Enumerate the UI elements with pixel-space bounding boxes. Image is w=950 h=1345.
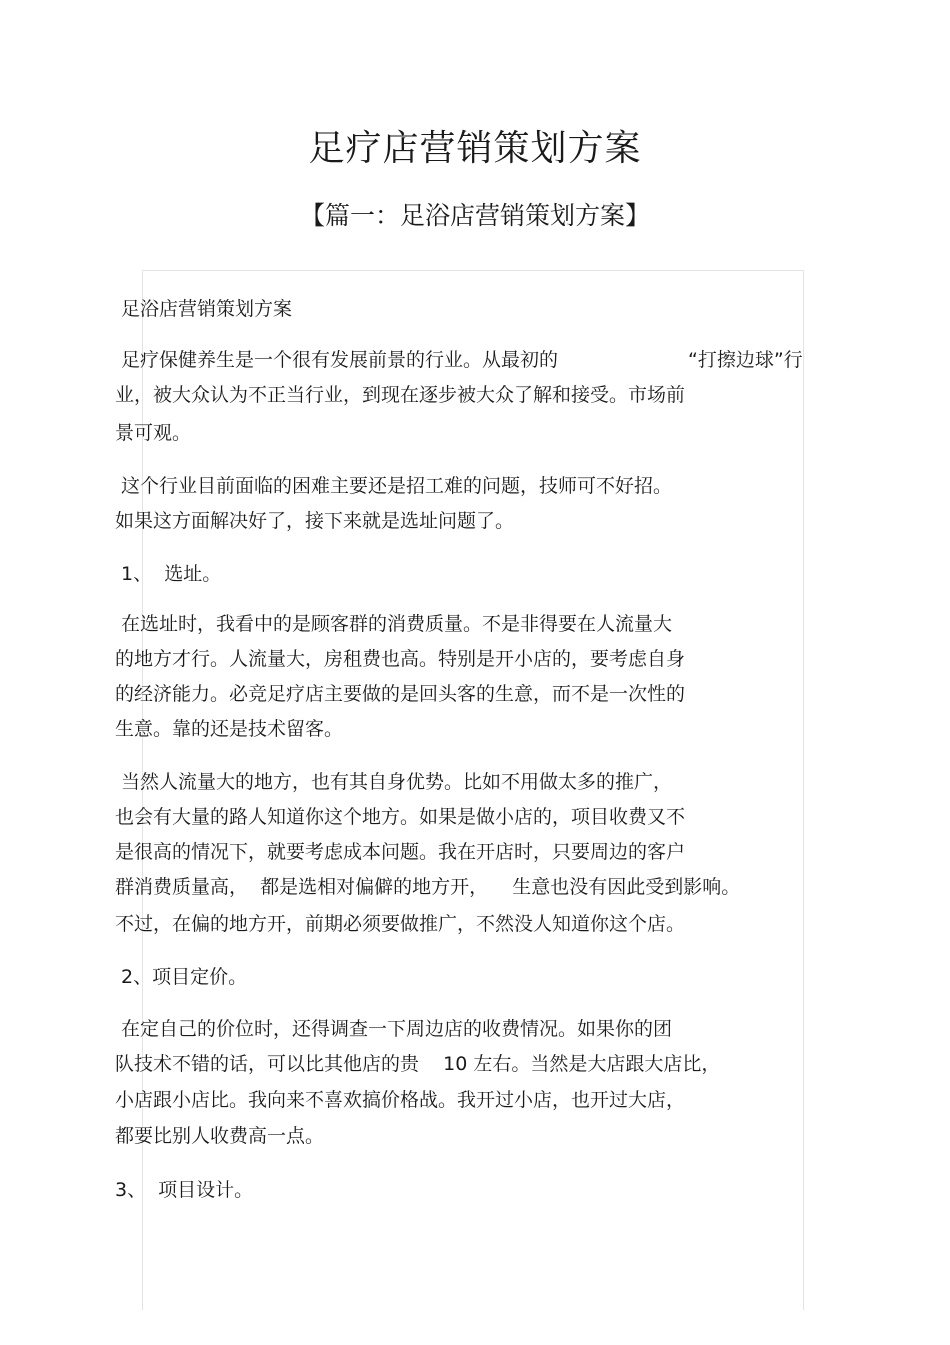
paragraph-line: 的经济能力。必竞足疗店主要做的是回头客的生意，而不是一次性的 <box>115 683 686 705</box>
paragraph-line: 景可观。 <box>115 422 192 444</box>
document-subtitle: 【篇一：足浴店营销策划方案】 <box>299 201 650 230</box>
paragraph-line: 的地方才行。人流量大，房租费也高。特别是开小店的，要考虑自身 <box>115 648 686 670</box>
paragraph-line: “打擦边球”行 <box>688 349 803 371</box>
paragraph-line: 都要比别人收费高一点。 <box>115 1125 325 1147</box>
paragraph-line: 当然人流量大的地方，也有其自身优势。比如不用做太多的推广， <box>115 771 673 793</box>
paragraph-line: 群消费质量高， 都是选相对偏僻的地方开， 生意也没有因此受到影响。 <box>115 876 741 898</box>
paragraph-line: 在选址时，我看中的是顾客群的消费质量。不是非得要在人流量大 <box>115 613 673 635</box>
paragraph-line: 生意。靠的还是技术留客。 <box>115 718 344 740</box>
paragraph-line: 业，被大众认为不正当行业，到现在逐步被大众了解和接受。市场前 <box>115 384 686 406</box>
document-title: 足疗店营销策划方案 <box>308 128 642 169</box>
paragraph-line: 在定自己的价位时，还得调查一下周边店的收费情况。如果你的团 <box>115 1018 673 1040</box>
paragraph-line: 也会有大量的路人知道你这个地方。如果是做小店的，项目收费又不 <box>115 806 686 828</box>
paragraph-line: 不过，在偏的地方开，前期必须要做推广，不然没人知道你这个店。 <box>115 913 686 935</box>
list-heading: 1、 选址。 <box>115 563 222 585</box>
paragraph-line: 是很高的情况下，就要考虑成本问题。我在开店时，只要周边的客户 <box>115 841 686 863</box>
paragraph-line: 如果这方面解决好了，接下来就是选址问题了。 <box>115 510 515 532</box>
list-heading: 3、 项目设计。 <box>115 1179 254 1201</box>
paragraph-line: 这个行业目前面临的困难主要还是招工难的问题，技师可不好招。 <box>115 475 673 497</box>
section-heading: 足浴店营销策划方案 <box>115 298 293 320</box>
paragraph-line: 足疗保健养生是一个很有发展前景的行业。从最初的 <box>115 349 565 371</box>
paragraph-line: 队技术不错的话，可以比其他店的贵 10 左右。当然是大店跟大店比， <box>115 1053 721 1075</box>
list-heading: 2、项目定价。 <box>115 966 248 988</box>
paragraph-line: 小店跟小店比。我向来不喜欢搞价格战。我开过小店，也开过大店， <box>115 1089 686 1111</box>
